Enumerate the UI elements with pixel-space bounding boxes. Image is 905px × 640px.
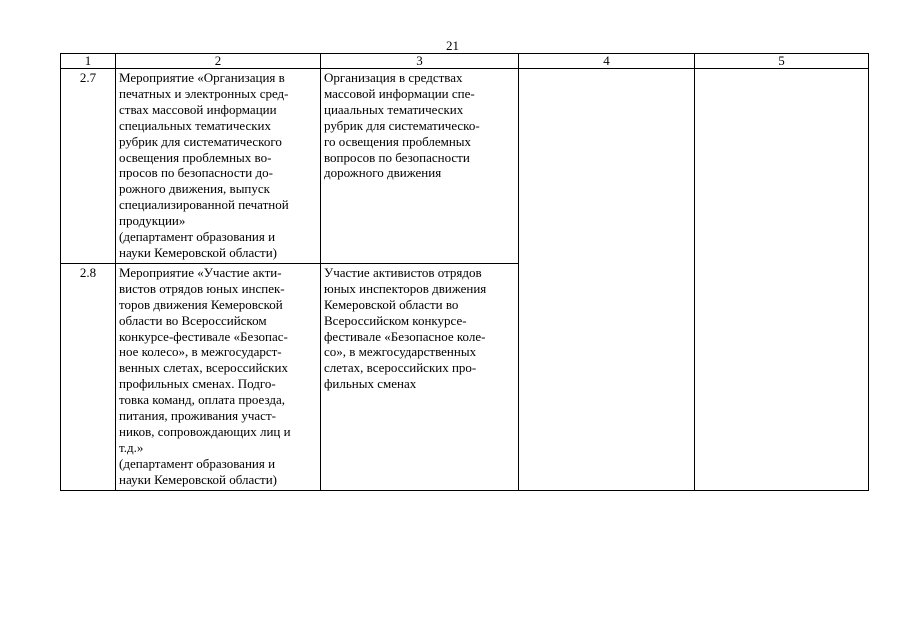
- text-line: профильных сменах. Подго-: [119, 376, 276, 392]
- text-line: ное колесо», в межгосударст-: [119, 344, 282, 360]
- text-line: Мероприятие «Организация в: [119, 70, 285, 85]
- row-number: 2.8: [61, 263, 116, 490]
- header-cell-5: 5: [695, 54, 869, 69]
- text-line: Всероссийском конкурсе-: [324, 312, 467, 328]
- column-5-cell: [695, 69, 869, 491]
- text-line: ников, сопровождающих лиц и: [119, 423, 291, 439]
- text-line: Организация в средствах: [324, 70, 463, 85]
- text-line: Мероприятие «Участие акти-: [119, 264, 282, 280]
- text-line: т.д.»: [119, 439, 144, 455]
- text-line: ствах массовой информации: [119, 101, 277, 117]
- text-line: вистов отрядов юных инспек-: [119, 280, 285, 296]
- page-number: 21: [446, 38, 459, 53]
- text-line: товка команд, оплата проезда,: [119, 392, 285, 408]
- header-cell-4: 4: [519, 54, 695, 69]
- header-cell-2: 2: [116, 54, 321, 69]
- text-line: печатных и электронных сред-: [119, 85, 289, 101]
- text-line: слетах, всероссийских про-: [324, 360, 477, 376]
- table-header-row: [61, 54, 869, 69]
- text-line: науки Кемеровской области): [119, 244, 278, 260]
- text-line: юных инспекторов движения: [324, 280, 487, 296]
- column-4-cell: [519, 69, 695, 491]
- text-line: (департамент образования и: [119, 455, 276, 471]
- text-line: циаальных тематических: [324, 101, 464, 117]
- text-line: вопросов по безопасности: [324, 149, 470, 165]
- row-number: 2.7: [61, 69, 116, 264]
- text-line: дорожного движения: [324, 165, 442, 181]
- measures-table: [60, 53, 869, 491]
- text-line: торов движения Кемеровской: [119, 296, 283, 312]
- text-line: просов по безопасности до-: [119, 165, 273, 181]
- text-line: го освещения проблемных: [324, 133, 472, 149]
- measure-description: [116, 263, 321, 490]
- text-line: рожного движения, выпуск: [119, 181, 270, 197]
- measure-content: [321, 263, 519, 490]
- text-line: (департамент образования и: [119, 229, 276, 245]
- measure-content: [321, 69, 519, 264]
- text-line: конкурсе-фестивале «Безопас-: [119, 328, 288, 344]
- text-line: фестивале «Безопасное коле-: [324, 328, 486, 344]
- text-line: фильных сменах: [324, 376, 417, 392]
- header-cell-1: 1: [61, 54, 116, 69]
- text-line: Участие активистов отрядов: [324, 264, 482, 280]
- text-line: венных слетах, всероссийских: [119, 360, 288, 376]
- text-line: освещения проблемных во-: [119, 149, 272, 165]
- text-line: науки Кемеровской области): [119, 471, 278, 487]
- table-row: [61, 69, 869, 264]
- text-line: продукции»: [119, 213, 186, 229]
- text-line: специальных тематических: [119, 117, 271, 133]
- text-line: со», в межгосударственных: [324, 344, 477, 360]
- text-line: области во Всероссийском: [119, 312, 267, 328]
- text-line: массовой информации спе-: [324, 85, 475, 101]
- text-line: рубрик для систематического: [119, 133, 282, 149]
- measure-description: [116, 69, 321, 264]
- text-line: питания, проживания участ-: [119, 408, 276, 424]
- text-line: Кемеровской области во: [324, 296, 459, 312]
- text-line: рубрик для систематическо-: [324, 117, 480, 133]
- header-cell-3: 3: [321, 54, 519, 69]
- text-line: специализированной печатной: [119, 197, 289, 213]
